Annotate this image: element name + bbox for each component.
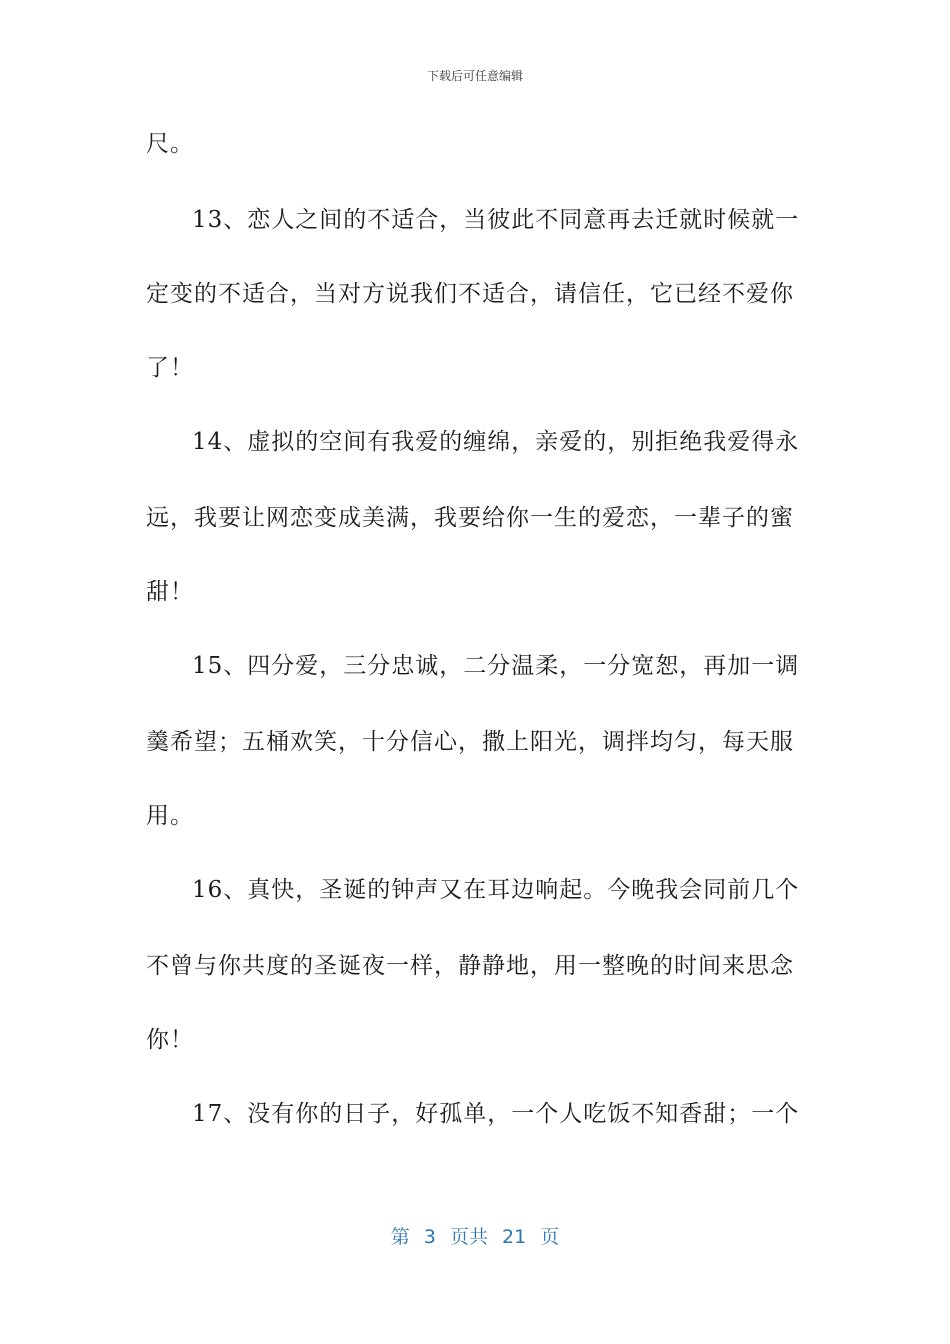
paragraph-14-line-3: 甜！ xyxy=(146,579,194,605)
paragraph-13-line-3: 了！ xyxy=(146,355,194,381)
paragraph-17-line-1: 17、没有你的日子，好孤单，一个人吃饭不知香甜；一个 xyxy=(192,1101,800,1127)
paragraph-14-line-1: 14、虚拟的空间有我爱的缠绵，亲爱的，别拒绝我爱得永 xyxy=(192,429,800,455)
text-line: 尺。 xyxy=(146,131,194,157)
page-label-suffix: 页 xyxy=(540,1226,560,1248)
page-footer xyxy=(0,1222,950,1249)
paragraph-15-line-1: 15、四分爱，三分忠诚，二分温柔，一分宽恕，再加一调 xyxy=(192,653,800,679)
paragraph-14-line-2: 远，我要让网恋变成美满，我要给你一生的爱恋，一辈子的蜜 xyxy=(146,505,794,531)
page-label-prefix: 第 xyxy=(390,1226,410,1248)
paragraph-15-line-2: 羹希望；五桶欢笑，十分信心，撒上阳光，调拌均匀，每天服 xyxy=(146,729,794,755)
page-number: 3 xyxy=(423,1226,436,1248)
total-pages: 21 xyxy=(502,1226,527,1248)
paragraph-16-line-2: 不曾与你共度的圣诞夜一样，静静地，用一整晚的时间来思念 xyxy=(146,953,794,979)
paragraph-15-line-3: 用。 xyxy=(146,803,194,829)
paragraph-13-line-2: 定变的不适合，当对方说我们不适合，请信任，它已经不爱你 xyxy=(146,281,794,307)
paragraph-16-line-1: 16、真快，圣诞的钟声又在耳边响起。今晚我会同前几个 xyxy=(192,877,800,903)
page-label-mid: 页共 xyxy=(449,1226,488,1248)
page-header-note: 下载后可任意编辑 xyxy=(426,69,523,83)
paragraph-13-line-1: 13、恋人之间的不适合，当彼此不同意再去迁就时候就一 xyxy=(192,207,800,233)
paragraph-16-line-3: 你！ xyxy=(146,1027,194,1053)
